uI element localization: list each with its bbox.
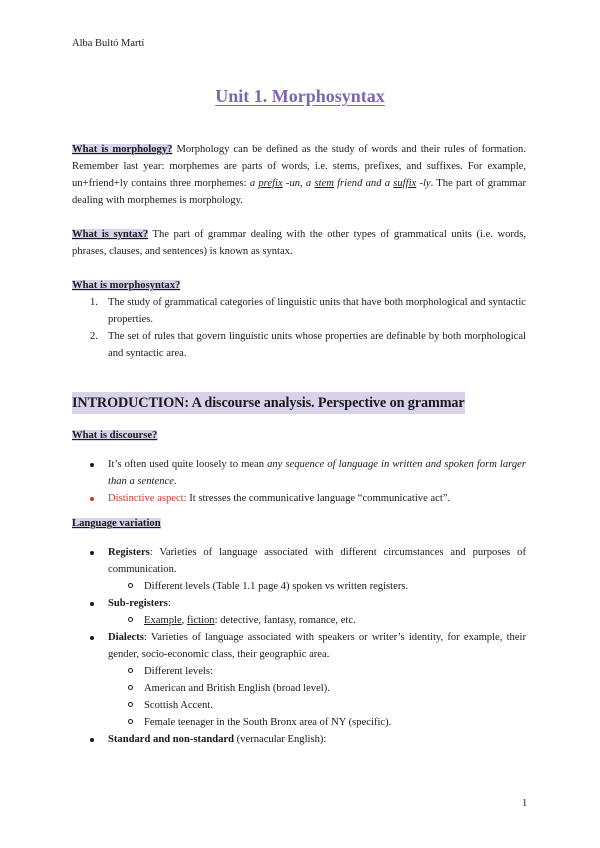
dialects-sublist: [108, 663, 526, 731]
distinctive-aspect-label: Distinctive aspect:: [108, 493, 187, 504]
sub-list-item: Scottish Accent.: [108, 697, 526, 714]
page-title: Unit 1. Morphosyntax: [215, 86, 385, 106]
morphology-paragraph: [72, 141, 526, 209]
morphology-text: Morphology can be defined as the study of words and their rules of formation. Remember last year: morphemes are parts of words, i.e. stems, prefixes, and suffixes. For example, un+friend+ly contains three morphemes:: [72, 144, 526, 189]
list-item: Sub-registers: Example, fiction: detective, fantasy, romance, etc.: [72, 595, 526, 629]
registers-sublist: [108, 578, 526, 595]
discourse-list: [72, 456, 526, 507]
subregisters-label: Sub-registers: [108, 598, 168, 609]
stem-value: friend: [333, 178, 363, 189]
morphology-a1: a: [249, 178, 259, 189]
document-body: [72, 141, 526, 748]
morphology-and-a: and a: [362, 178, 394, 189]
standard-label: Standard and non-standard: [108, 734, 234, 745]
list-item: 2. The set of rules that govern linguistic units whose properties are definable by both morphological and syntactic area.: [90, 331, 526, 359]
registers-label: Registers: [108, 547, 150, 558]
morphosyntax-label: What is morphosyntax?: [72, 280, 181, 291]
variation-label: Language variation: [72, 518, 161, 529]
sub-list-item: American and British English (broad level).: [108, 680, 526, 697]
sub-list-item: Female teenager in the South Bronx area of NY (specific).: [108, 714, 526, 731]
morphology-a2: , a: [300, 178, 315, 189]
suffix-term: suffix: [393, 178, 417, 189]
morphosyntax-list: [72, 294, 526, 362]
sub-list-item: Different levels:: [108, 663, 526, 680]
morphosyntax-heading: [72, 277, 526, 294]
list-item: 1. The study of grammatical categories of linguistic units that have both morphological and syntactic properties.: [90, 297, 526, 325]
variation-list: [72, 544, 526, 748]
discourse-heading: [72, 427, 526, 444]
list-item: Dialects: Varieties of language associated with speakers or writer’s identity, for example, their gender, socio-economic class, their geographic area. Different levels: American and British English (broad level). Scottish Accent. Female teenager in the South Bronx area of NY (specific).: [72, 629, 526, 731]
morphology-text-end: . The part of grammar dealing with morphemes is morphology.: [72, 178, 526, 206]
suffix-value: -ly: [416, 178, 431, 189]
prefix-value: -un: [282, 178, 301, 189]
list-item: It’s often used quite loosely to mean any sequence of language in written and spoken form larger than a sentence.: [72, 456, 526, 490]
discourse-label: What is discourse?: [72, 430, 158, 441]
syntax-label: What is syntax?: [72, 229, 149, 240]
list-item: Registers: Varieties of language associated with different circumstances and purposes of communication. Different levels (Table 1.1 page 4) spoken vs written registers.: [72, 544, 526, 595]
variation-heading: [72, 515, 526, 532]
subregisters-sublist: [108, 612, 526, 629]
syntax-text: The part of grammar dealing with the other types of grammatical units (i.e. words, phrases, clauses, and sentences) is known as syntax.: [72, 229, 527, 257]
morphology-label: What is morphology?: [72, 144, 173, 155]
sub-list-item: Different levels (Table 1.1 page 4) spoken vs written registers.: [108, 578, 526, 595]
author-header: Alba Bultó Martí: [72, 38, 145, 49]
dialects-label: Dialects: [108, 632, 144, 643]
sub-list-item: Example, fiction: detective, fantasy, romance, etc.: [108, 612, 526, 629]
introduction-heading: INTRODUCTION: A discourse analysis. Perspective on grammar: [72, 392, 465, 414]
prefix-term: prefix: [258, 178, 283, 189]
list-item: Standard and non-standard (vernacular English):: [72, 731, 526, 748]
syntax-paragraph: [72, 226, 526, 260]
list-item: Distinctive aspect: It stresses the communicative language “communicative act”.: [72, 490, 526, 507]
page-number: 1: [522, 798, 528, 809]
stem-term: stem: [314, 178, 334, 189]
